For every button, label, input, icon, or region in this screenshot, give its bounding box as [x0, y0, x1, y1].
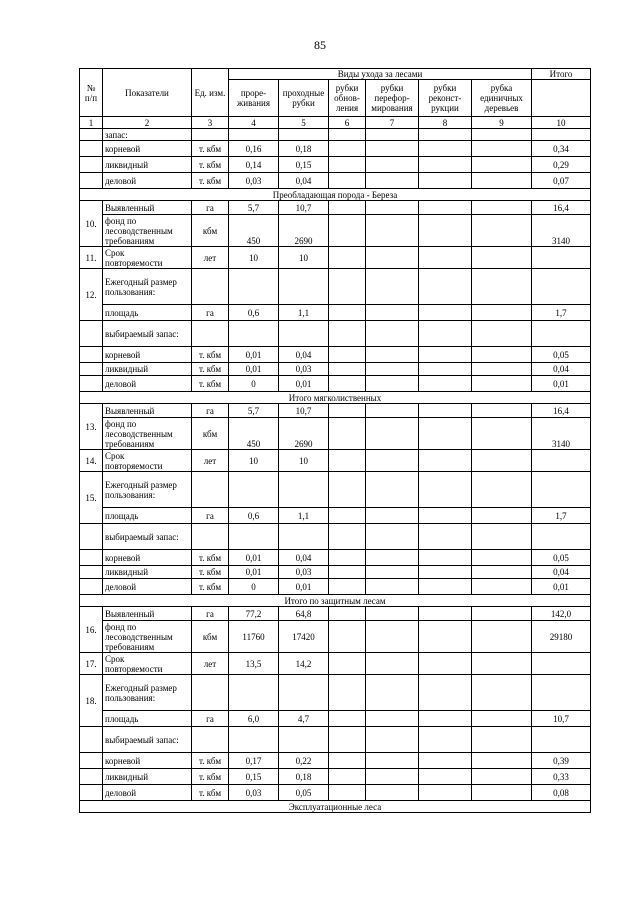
unit-cell: т. кбм [192, 550, 229, 566]
unit-cell: т. кбм [192, 347, 229, 363]
total-cell: 1,7 [532, 305, 591, 321]
value-cell: 0,03 [229, 785, 279, 801]
total-cell: 0,01 [532, 579, 591, 595]
unit-cell: т. кбм [192, 173, 229, 189]
value-cell: 17420 [279, 621, 329, 653]
row-label: выбираемый запас: [103, 727, 192, 753]
total-cell: 10,7 [532, 711, 591, 727]
row-label: Выявленный [103, 404, 192, 418]
value-cell: 14,2 [279, 653, 329, 675]
value-cell: 0,18 [279, 769, 329, 785]
section-row-birch [80, 189, 591, 201]
table-row [80, 157, 591, 173]
unit-cell: кбм [192, 621, 229, 653]
row-label: корневой [103, 753, 192, 769]
value-cell: 5,7 [229, 201, 279, 215]
table-row [80, 247, 591, 269]
row-number: 15. [80, 472, 103, 524]
row-number: 18. [80, 675, 103, 727]
table-row [80, 215, 591, 247]
total-cell: 3140 [532, 215, 591, 247]
forest-care-table [79, 68, 591, 813]
row-label: площадь [103, 305, 192, 321]
table-row [80, 141, 591, 157]
row-label: Выявленный [103, 201, 192, 215]
total-cell: 29180 [532, 621, 591, 653]
total-cell: 0,05 [532, 347, 591, 363]
table-row [80, 376, 591, 392]
value-cell: 6,0 [229, 711, 279, 727]
table-row [80, 418, 591, 450]
row-label: Срок повторяемости [103, 450, 192, 472]
value-cell: 0,04 [279, 347, 329, 363]
row-label: площадь [103, 508, 192, 524]
value-cell: 2690 [279, 418, 329, 450]
unit-cell: т. кбм [192, 157, 229, 173]
total-cell: 0,39 [532, 753, 591, 769]
unit-cell: т. кбм [192, 363, 229, 376]
colnum-4: 4 [229, 117, 279, 129]
value-cell: 1,1 [279, 508, 329, 524]
row-label: ликвидный [103, 363, 192, 376]
unit-cell: га [192, 607, 229, 621]
value-cell: 10 [229, 247, 279, 269]
row-label: ликвидный [103, 566, 192, 579]
value-cell: 0,01 [229, 347, 279, 363]
value-cell: 0,01 [229, 363, 279, 376]
value-cell: 10 [279, 450, 329, 472]
value-cell: 0,01 [279, 579, 329, 595]
row-label: Ежегодный размер пользования: [103, 472, 192, 508]
row-label: деловой [103, 173, 192, 189]
unit-cell: лет [192, 247, 229, 269]
total-cell: 3140 [532, 418, 591, 450]
unit-cell: лет [192, 653, 229, 675]
header-col-total: Итого [532, 69, 591, 80]
header-col-unit: Ед. изм. [192, 69, 229, 117]
table-row [80, 607, 591, 621]
unit-cell: т. кбм [192, 566, 229, 579]
header-reconstruction-cuts: рубки реконст-рукции [419, 80, 472, 117]
total-cell: 142,0 [532, 607, 591, 621]
value-cell: 0,17 [229, 753, 279, 769]
unit-cell: кбм [192, 418, 229, 450]
row-label: фонд по лесоводственным требованиям [103, 215, 192, 247]
value-cell: 0,03 [279, 566, 329, 579]
table-row [80, 363, 591, 376]
header-col-no: № п/п [80, 69, 103, 117]
table-row [80, 727, 591, 753]
table-row [80, 579, 591, 595]
total-cell: 0,08 [532, 785, 591, 801]
table-row [80, 785, 591, 801]
value-cell: 0,01 [229, 550, 279, 566]
value-cell: 1,1 [279, 305, 329, 321]
table-row [80, 524, 591, 550]
value-cell: 0,03 [279, 363, 329, 376]
value-cell: 0,16 [229, 141, 279, 157]
header-passage-cuts: проходные рубки [279, 80, 329, 117]
value-cell: 0,14 [229, 157, 279, 173]
row-number: 13. [80, 404, 103, 450]
value-cell: 0,6 [229, 305, 279, 321]
colnum-7: 7 [366, 117, 419, 129]
unit-cell: га [192, 201, 229, 215]
total-cell: 0,33 [532, 769, 591, 785]
section-row-softwood-total [80, 392, 591, 404]
unit-cell: т. кбм [192, 579, 229, 595]
value-cell: 0,22 [279, 753, 329, 769]
value-cell: 0,15 [279, 157, 329, 173]
value-cell: 13,5 [229, 653, 279, 675]
table-row [80, 621, 591, 653]
table-row [80, 550, 591, 566]
value-cell: 64,8 [279, 607, 329, 621]
row-label: Ежегодный размер пользования: [103, 675, 192, 711]
total-cell: 0,34 [532, 141, 591, 157]
colnum-9: 9 [472, 117, 532, 129]
value-cell: 11760 [229, 621, 279, 653]
colnum-8: 8 [419, 117, 472, 129]
table-row [80, 129, 591, 141]
row-label: корневой [103, 550, 192, 566]
value-cell: 10,7 [279, 201, 329, 215]
table-row [80, 305, 591, 321]
header-group-title: Виды ухода за лесами [229, 69, 532, 80]
row-label: фонд по лесоводственным требованиям [103, 418, 192, 450]
total-cell: 0,04 [532, 566, 591, 579]
value-cell: 0,04 [279, 173, 329, 189]
column-numbers-row [80, 117, 591, 129]
value-cell: 2690 [279, 215, 329, 247]
table-row [80, 566, 591, 579]
value-cell: 0 [229, 376, 279, 392]
header-total-blank [532, 80, 591, 117]
row-label: корневой [103, 347, 192, 363]
table-row [80, 201, 591, 215]
total-cell: 0,29 [532, 157, 591, 173]
section-row-protective-total [80, 595, 591, 607]
value-cell: 10,7 [279, 404, 329, 418]
row-label: деловой [103, 785, 192, 801]
row-label: Срок повторяемости [103, 247, 192, 269]
value-cell: 0,05 [279, 785, 329, 801]
row-label: фонд по лесоводственным требованиям [103, 621, 192, 653]
table-row [80, 347, 591, 363]
value-cell: 10 [279, 247, 329, 269]
section-title: Эксплуатационные леса [80, 801, 591, 813]
table-row [80, 269, 591, 305]
row-label: площадь [103, 711, 192, 727]
row-label: Срок повторяемости [103, 653, 192, 675]
total-cell: 0,01 [532, 376, 591, 392]
value-cell: 0 [229, 579, 279, 595]
row-number: 16. [80, 607, 103, 653]
value-cell: 0,15 [229, 769, 279, 785]
section-title: Преобладающая порода - Береза [80, 189, 591, 201]
total-cell: 0,05 [532, 550, 591, 566]
total-cell: 16,4 [532, 404, 591, 418]
table-row [80, 321, 591, 347]
row-label: Выявленный [103, 607, 192, 621]
unit-cell: т. кбм [192, 769, 229, 785]
unit-cell: га [192, 305, 229, 321]
colnum-10: 10 [532, 117, 591, 129]
row-number: 12. [80, 269, 103, 321]
header-renewal-cuts: рубки обнов-ления [329, 80, 366, 117]
unit-cell: лет [192, 450, 229, 472]
value-cell: 10 [229, 450, 279, 472]
table-row [80, 173, 591, 189]
colnum-1: 1 [80, 117, 103, 129]
header-col-indicators: Показатели [103, 69, 192, 117]
colnum-2: 2 [103, 117, 192, 129]
unit-cell: т. кбм [192, 785, 229, 801]
table-row [80, 675, 591, 711]
row-label: деловой [103, 579, 192, 595]
row-label: выбираемый запас: [103, 321, 192, 347]
row-label: деловой [103, 376, 192, 392]
row-label: корневой [103, 141, 192, 157]
value-cell: 0,03 [229, 173, 279, 189]
colnum-5: 5 [279, 117, 329, 129]
row-number: 10. [80, 201, 103, 247]
colnum-6: 6 [329, 117, 366, 129]
unit-cell: га [192, 711, 229, 727]
unit-cell: т. кбм [192, 376, 229, 392]
total-cell: 0,04 [532, 363, 591, 376]
unit-cell: га [192, 508, 229, 524]
table-row [80, 472, 591, 508]
section-title: Итого по защитным лесам [80, 595, 591, 607]
value-cell: 5,7 [229, 404, 279, 418]
colnum-3: 3 [192, 117, 229, 129]
table-row [80, 508, 591, 524]
header-reformation-cuts: рубки перефор-мирования [366, 80, 419, 117]
row-label: ликвидный [103, 157, 192, 173]
value-cell: 450 [229, 418, 279, 450]
table-row [80, 450, 591, 472]
value-cell: 450 [229, 215, 279, 247]
unit-cell: т. кбм [192, 141, 229, 157]
section-title: Итого мягколиственных [80, 392, 591, 404]
total-cell: 1,7 [532, 508, 591, 524]
value-cell: 0,04 [279, 550, 329, 566]
value-cell: 0,01 [229, 566, 279, 579]
value-cell: 0,01 [279, 376, 329, 392]
total-cell: 0,07 [532, 173, 591, 189]
table-row [80, 404, 591, 418]
row-label: ликвидный [103, 769, 192, 785]
row-number: 14. [80, 450, 103, 472]
header-row-1 [80, 69, 591, 80]
row-number: 11. [80, 247, 103, 269]
page-number: 85 [314, 38, 326, 52]
section-row-exploitation [80, 801, 591, 813]
header-single-tree-cut: рубка единичных деревьев [472, 80, 532, 117]
total-cell: 16,4 [532, 201, 591, 215]
row-label: выбираемый запас: [103, 524, 192, 550]
unit-cell: га [192, 404, 229, 418]
value-cell: 0,6 [229, 508, 279, 524]
row-label: Ежегодный размер пользования: [103, 269, 192, 305]
table-row [80, 769, 591, 785]
header-thinning: проре-живания [229, 80, 279, 117]
value-cell: 4,7 [279, 711, 329, 727]
unit-cell: кбм [192, 215, 229, 247]
table-row [80, 653, 591, 675]
table-row [80, 711, 591, 727]
row-label: запас: [103, 129, 192, 141]
value-cell: 0,18 [279, 141, 329, 157]
unit-cell: т. кбм [192, 753, 229, 769]
value-cell: 77,2 [229, 607, 279, 621]
row-number: 17. [80, 653, 103, 675]
table-row [80, 753, 591, 769]
